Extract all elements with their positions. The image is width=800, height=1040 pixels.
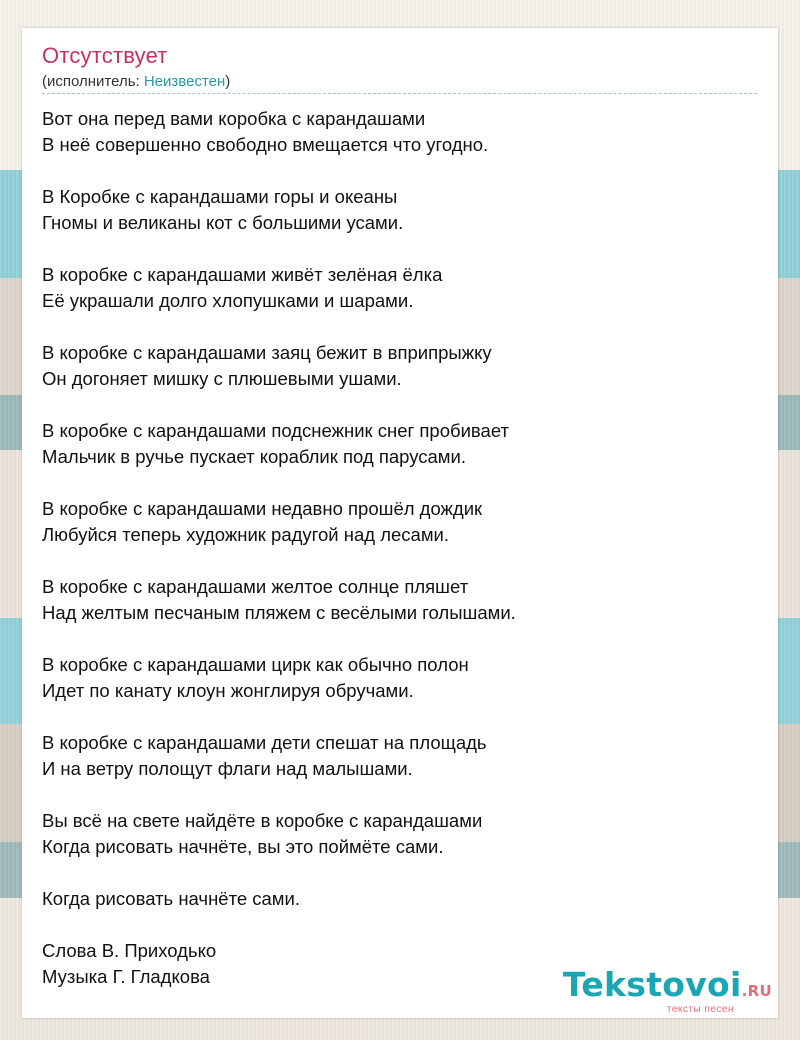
lyric-line: Над желтым песчаным пляжем с весёлыми голышами. (42, 602, 516, 623)
lyric-line: Вот она перед вами коробка с карандашами (42, 108, 426, 129)
lyric-line: И на ветру полощут флаги над малышами. (42, 758, 413, 779)
logo-wordmark (562, 965, 772, 1008)
stanza (42, 418, 762, 470)
lyric-line: Её украшали долго хлопушками и шарами. (42, 290, 414, 311)
lyric-line: Гномы и великаны кот с большими усами. (42, 212, 404, 233)
stanza (42, 886, 762, 912)
stanza (42, 496, 762, 548)
artist-prefix: (исполнитель: (42, 73, 144, 90)
artist-suffix: ) (225, 73, 231, 90)
lyrics-card (22, 28, 778, 1018)
stanza (42, 184, 762, 236)
lyric-line: В коробке с карандашами подснежник снег пробивает (42, 420, 509, 441)
lyric-line: Когда рисовать начнёте, вы это поймёте сами. (42, 836, 444, 857)
lyric-line: В коробке с карандашами желтое солнце пляшет (42, 576, 469, 597)
title-divider (42, 93, 757, 94)
lyric-line: В коробке с карандашами заяц бежит в вприпрыжку (42, 342, 492, 363)
logo-suffix: .RU (741, 982, 772, 1000)
stanza (42, 340, 762, 392)
credit-music: Музыка Г. Гладкова (42, 966, 210, 987)
lyric-line: В коробке с карандашами недавно прошёл дождик (42, 498, 483, 519)
stanza (42, 262, 762, 314)
lyric-line: В коробке с карандашами дети спешат на площадь (42, 732, 487, 753)
credit-lyrics: Слова В. Приходько (42, 940, 217, 961)
artist-link[interactable]: Неизвестен (143, 73, 226, 90)
song-title: Отсутствует (42, 43, 168, 68)
lyric-line: В коробке с карандашами цирк как обычно полон (42, 654, 469, 675)
lyric-line: Вы всё на свете найдёте в коробке с карандашами (42, 810, 483, 831)
lyric-line: Когда рисовать начнёте сами. (42, 888, 300, 909)
logo-main-text: Tekstovoi (562, 965, 742, 1004)
lyric-line: В неё совершенно свободно вмещается что угодно. (42, 134, 489, 155)
artist-line (42, 73, 230, 90)
stanza (42, 106, 762, 158)
logo-tagline: тексты песен (666, 1004, 734, 1015)
stanza (42, 574, 762, 626)
lyrics-body (42, 106, 762, 1016)
site-logo[interactable] (562, 965, 772, 1015)
lyric-line: Идет по канату клоун жонглируя обручами. (42, 680, 414, 701)
stanza (42, 652, 762, 704)
lyric-line: Мальчик в ручье пускает кораблик под парусами. (42, 446, 466, 467)
stanza (42, 808, 762, 860)
lyric-line: В Коробке с карандашами горы и океаны (42, 186, 398, 207)
lyric-line: Любуйся теперь художник радугой над лесами. (42, 524, 450, 545)
lyric-line: Он догоняет мишку с плюшевыми ушами. (42, 368, 402, 389)
stanza (42, 730, 762, 782)
lyric-line: В коробке с карандашами живёт зелёная ёлка (42, 264, 443, 285)
